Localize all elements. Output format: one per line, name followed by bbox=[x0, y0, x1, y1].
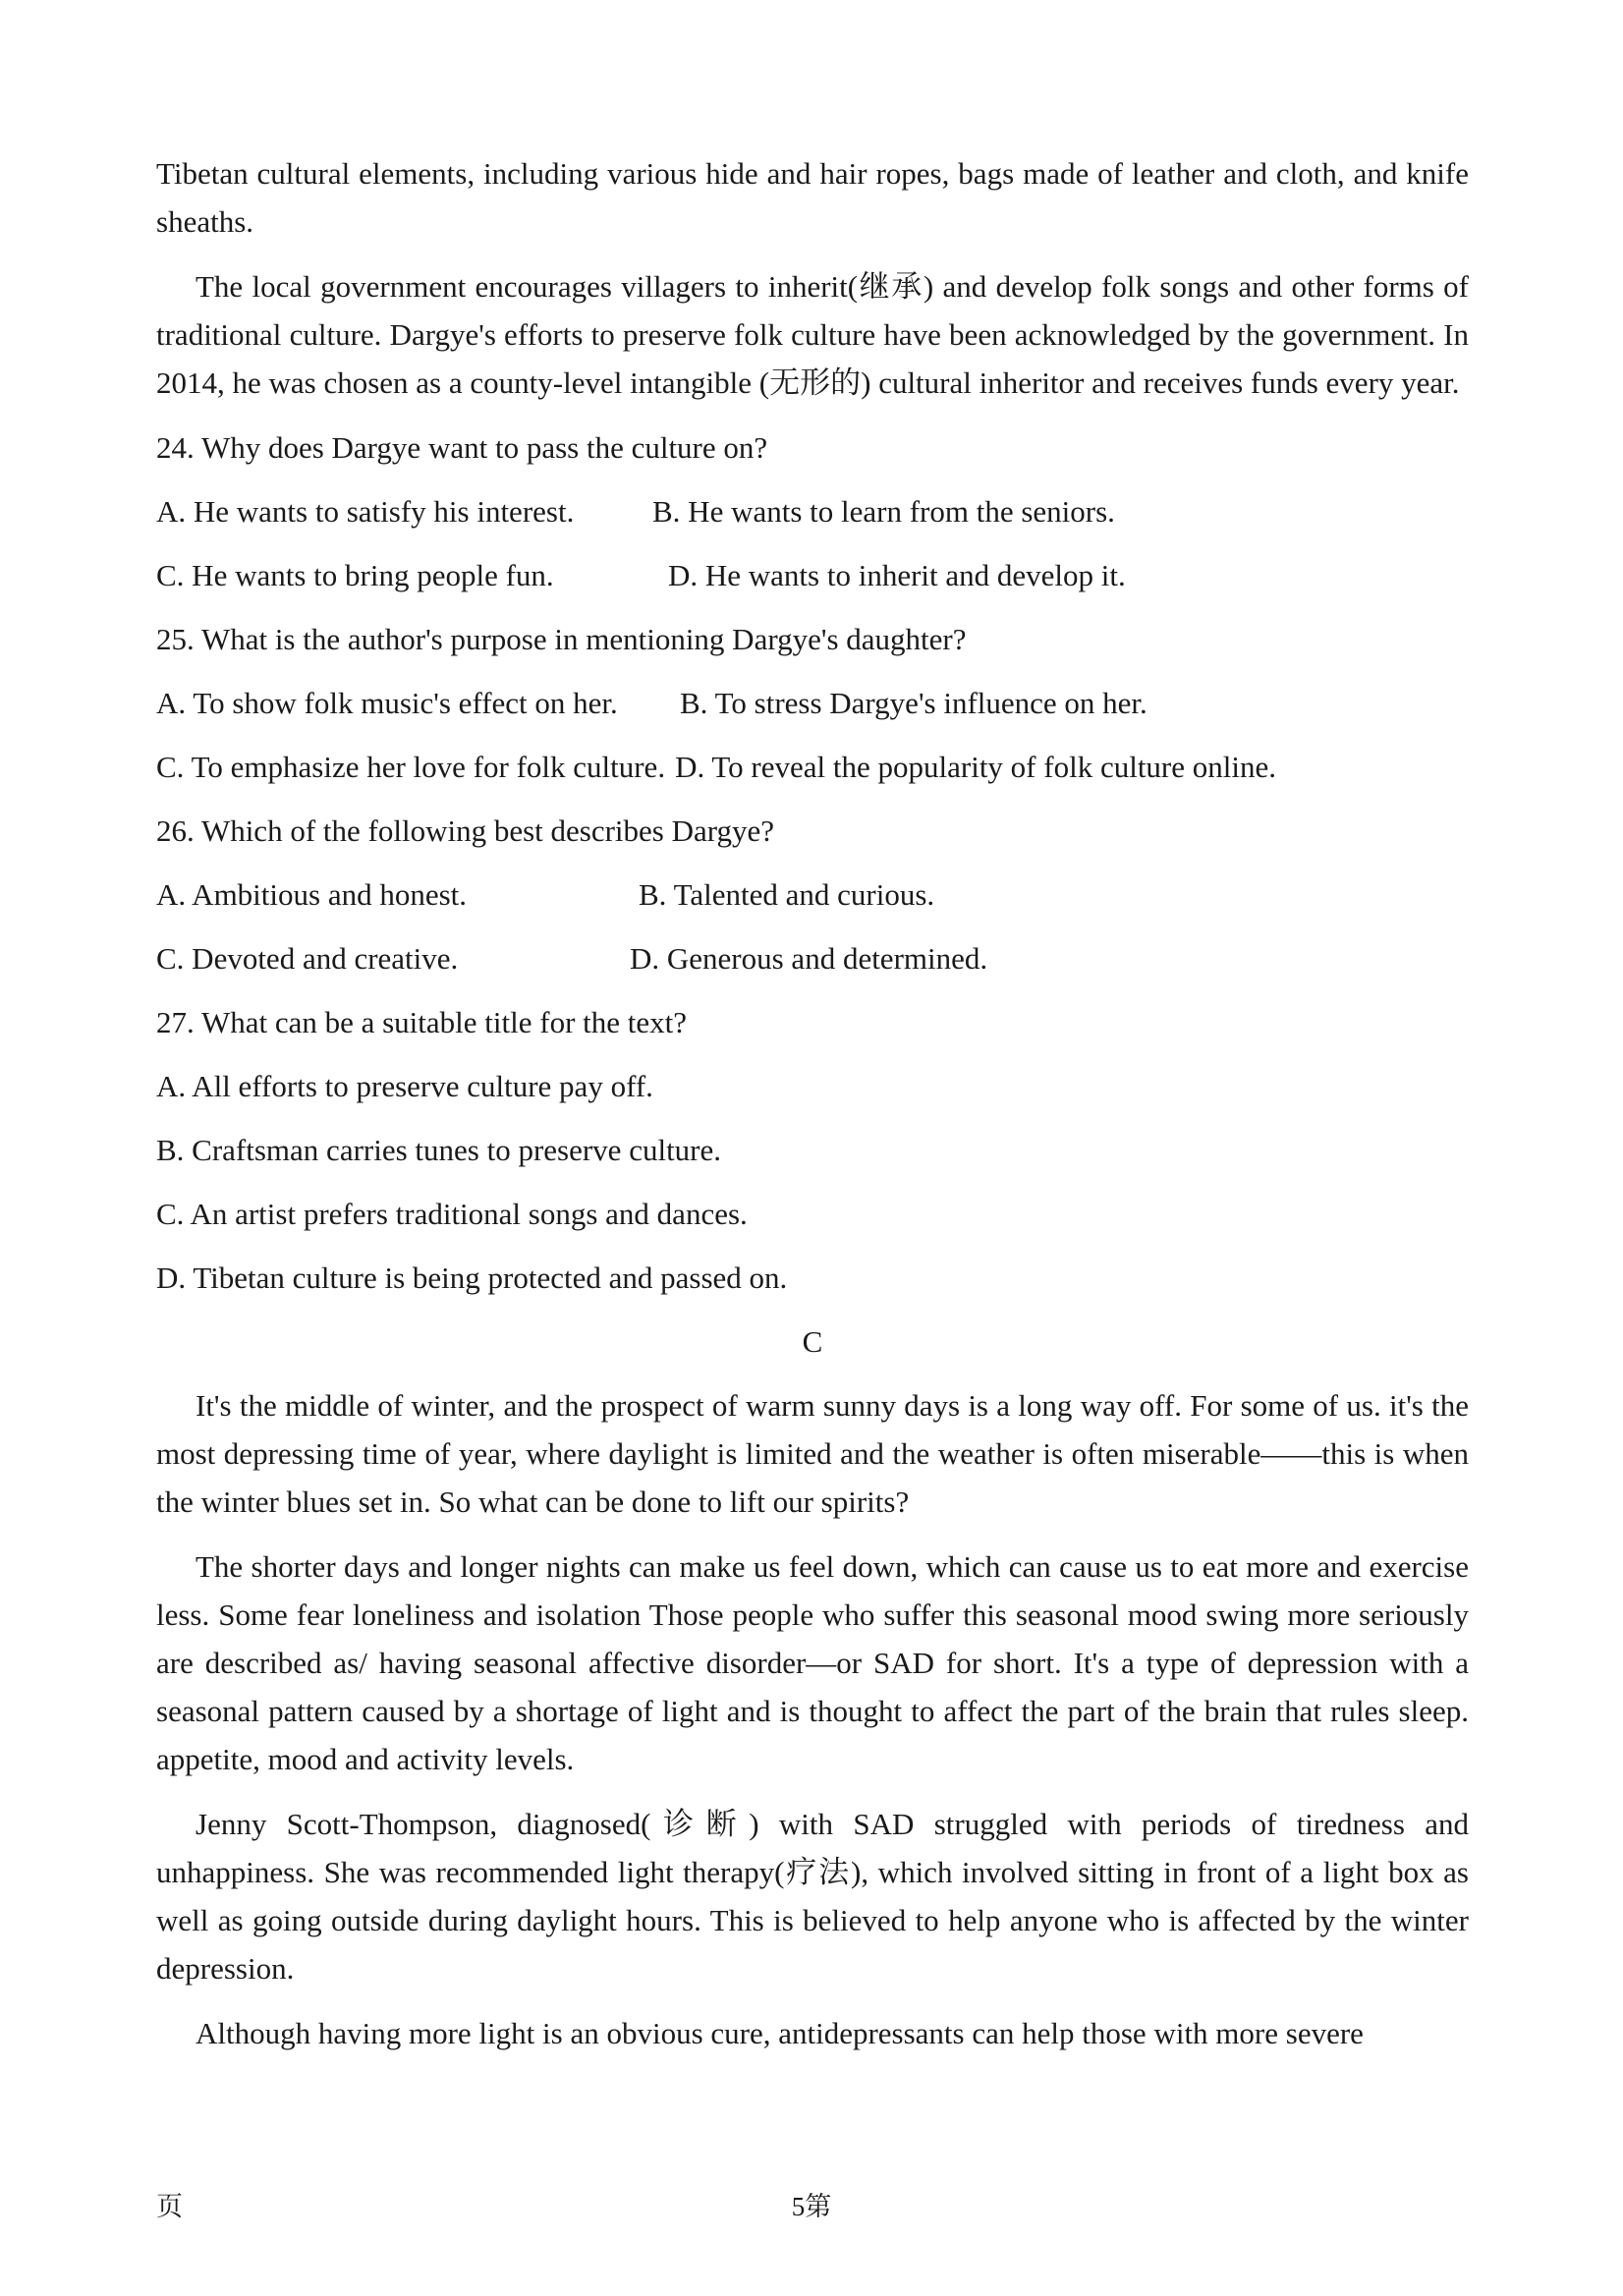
option-a: A. All efforts to preserve culture pay off. bbox=[156, 1069, 653, 1103]
passage-c-paragraph-2: The shorter days and longer nights can make us feel down, which can cause us to eat more and exercise less. Some fear loneliness and isolation Those people who suffer this seasonal mood swing more seriously are described as/ having seasonal affective disorder—or SAD for short. It's a type of depression with a seasonal pattern caused by a shortage of light and is thought to affect the part of the brain that rules sleep. appetite, mood and activity levels. bbox=[156, 1549, 1469, 1776]
option-b: B. He wants to learn from the seniors. bbox=[652, 494, 1115, 529]
footer-page-number: 5第 bbox=[791, 2192, 832, 2221]
document-page bbox=[156, 149, 1469, 2074]
question-26 bbox=[156, 807, 1469, 982]
option-c: C. To emphasize her love for folk culture. bbox=[156, 750, 666, 784]
question-stem: 27. What can be a suitable title for the text? bbox=[156, 1005, 688, 1039]
question-25 bbox=[156, 615, 1469, 791]
options-row bbox=[156, 487, 1469, 535]
option-d: D. Generous and determined. bbox=[630, 941, 988, 976]
option-a: A. To show folk music's effect on her. bbox=[156, 686, 618, 720]
options-row bbox=[156, 551, 1469, 599]
option-b: B. Talented and curious. bbox=[639, 877, 935, 912]
option-c: C. Devoted and creative. bbox=[156, 941, 459, 976]
question-stem: 25. What is the author's purpose in mentioning Dargye's daughter? bbox=[156, 622, 967, 656]
options-row bbox=[156, 679, 1469, 727]
option-d: D. To reveal the popularity of folk culture online. bbox=[675, 750, 1276, 784]
passage-c-paragraph-3: Jenny Scott-Thompson, diagnosed(诊断) with SAD struggled with periods of tiredness and unhappiness. She was recommended light therapy(疗法), which involved sitting in front of a light box as well as going outside during daylight hours. This is believed to help anyone who is affected by the winter depression. bbox=[156, 1807, 1469, 1986]
passage-b-paragraph-2: The local government encourages villagers to inherit(继承) and develop folk songs and other forms of traditional culture. Dargye's efforts to preserve folk culture have been acknowledged by the government. In 2014, he was chosen as a county-level intangible (无形的) cultural inheritor and receives funds every year. bbox=[156, 269, 1469, 400]
passage-c-paragraph-1: It's the middle of winter, and the prospect of warm sunny days is a long way off. For some of us. it's the most depressing time of year, where daylight is limited and the weather is often miserable——this is when the winter blues set in. So what can be done to lift our spirits? bbox=[156, 1388, 1469, 1519]
option-c: C. An artist prefers traditional songs and dances. bbox=[156, 1197, 748, 1231]
question-stem: 26. Which of the following best describes Dargye? bbox=[156, 813, 775, 848]
options-row bbox=[156, 934, 1469, 982]
passage-c-paragraph-4: Although having more light is an obvious cure, antidepressants can help those with more severe bbox=[196, 2016, 1364, 2050]
option-a: A. Ambitious and honest. bbox=[156, 877, 468, 912]
question-stem: 24. Why does Dargye want to pass the culture on? bbox=[156, 430, 768, 465]
option-b: B. Craftsman carries tunes to preserve culture. bbox=[156, 1133, 722, 1167]
section-heading: C bbox=[802, 1324, 823, 1359]
option-d: D. He wants to inherit and develop it. bbox=[668, 558, 1126, 592]
passage-b-paragraph-1: Tibetan cultural elements, including various hide and hair ropes, bags made of leather and cloth, and knife sheaths. bbox=[156, 156, 1469, 239]
option-d: D. Tibetan culture is being protected and passed on. bbox=[156, 1260, 788, 1295]
footer-page-char: 页 bbox=[156, 2192, 183, 2221]
option-a: A. He wants to satisfy his interest. bbox=[156, 494, 575, 529]
question-24 bbox=[156, 423, 1469, 599]
question-27 bbox=[156, 998, 1469, 1302]
option-b: B. To stress Dargye's influence on her. bbox=[680, 686, 1147, 720]
option-c: C. He wants to bring people fun. bbox=[156, 558, 554, 592]
options-row bbox=[156, 870, 1469, 919]
options-row bbox=[156, 743, 1469, 791]
